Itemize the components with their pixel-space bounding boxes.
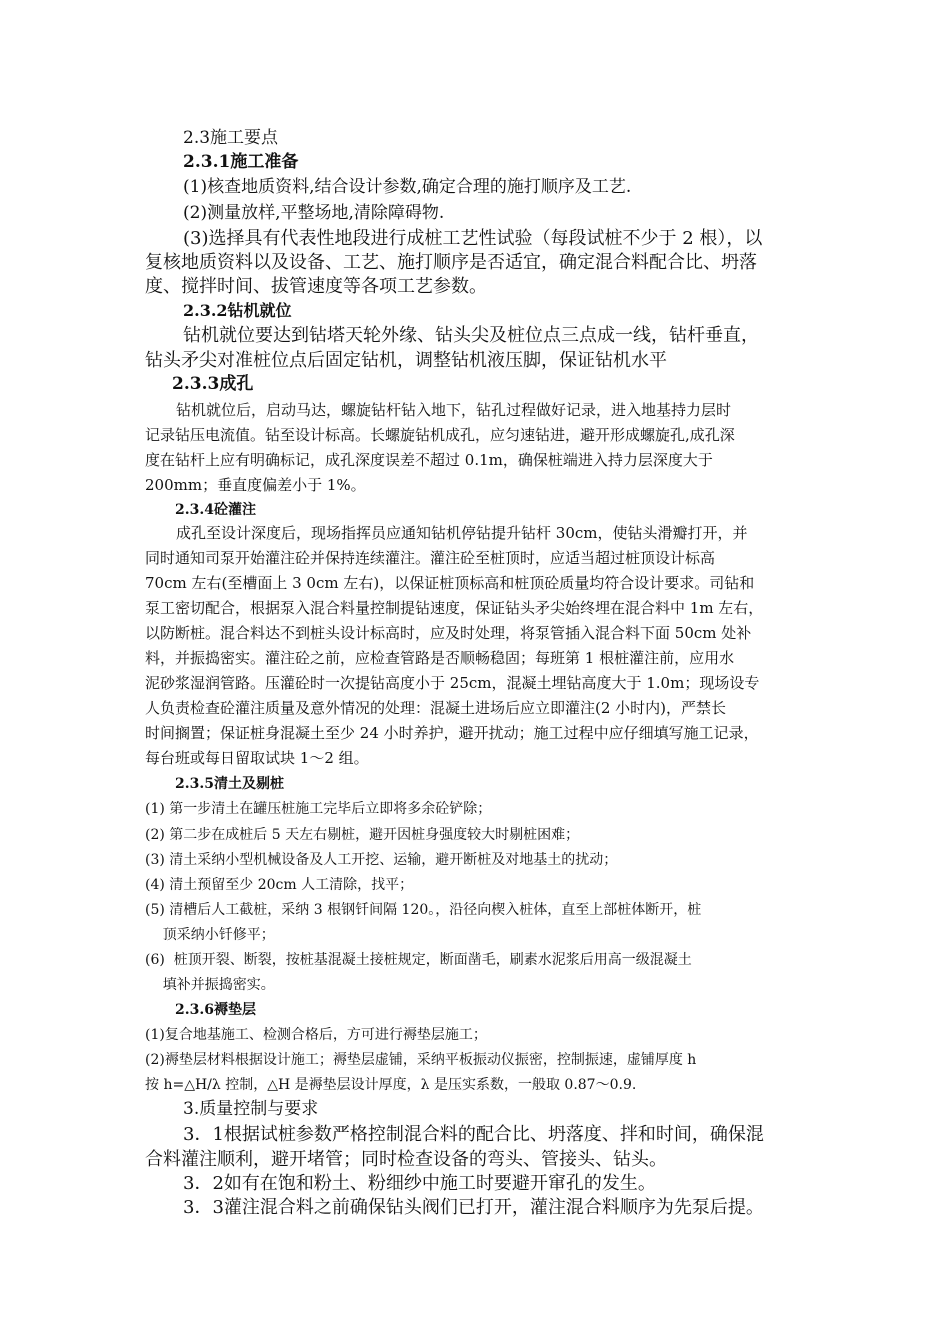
paragraph-line: (3)选择具有代表性地段进行成桩工艺性试验（每段试桩不少于 2 根），以: [183, 228, 763, 249]
list-item: 顶采纳小钎修平；: [145, 927, 275, 943]
paragraph-line: 钻机就位后，启动马达，螺旋钻杆钻入地下，钻孔过程做好记录，进入地基持力层时: [176, 401, 732, 419]
list-item: 按 h=△H/λ 控制，△H 是褥垫层设计厚度，λ 是压实系数，一般取 0.87～0.9.: [145, 1077, 637, 1093]
section-heading-2-3-1: 2.3.1施工准备: [183, 152, 299, 172]
paragraph-line: 合料灌注顺利，避开堵管；同时检查设备的弯头、管接头、钻头。: [145, 1149, 667, 1170]
section-heading-2-3-2: 2.3.2钻机就位: [183, 301, 292, 320]
section-heading-2-3-3: 2.3.3成孔: [172, 374, 254, 394]
paragraph-line: 泵工密切配合，根据泵入混合料量控制提钻速度，保证钻头矛尖始终埋在混合料中 1m 左右，: [145, 599, 764, 617]
section-heading-2-3-5: 2.3.5清土及剔桩: [175, 776, 284, 792]
paragraph-line: 人负责检查砼灌注质量及意外情况的处理：混凝土进场后应立即灌注(2 小时内)，严禁长: [145, 699, 727, 717]
paragraph-line: 3．3灌注混合料之前确保钻头阀们已打开，灌注混合料顺序为先泵后提。: [183, 1197, 764, 1218]
paragraph-line: 钻机就位要达到钻塔天轮外缘、钻头尖及桩位点三点成一线，钻杆垂直，: [183, 325, 759, 346]
paragraph-line: 以防断桩。混合料达不到桩头设计标高时，应及时处理，将泵管插入混合料下面 50cm 处补: [145, 624, 752, 642]
paragraph-line: 复核地质资料以及设备、工艺、施打顺序是否适宜，确定混合料配合比、坍落: [145, 252, 757, 273]
list-item: (1) 第一步清土在罐压桩施工完毕后立即将多余砼铲除；: [145, 801, 492, 817]
list-item: (1)复合地基施工、检测合格后，方可进行褥垫层施工；: [145, 1027, 487, 1043]
paragraph-line: (1)核查地质资料,结合设计参数,确定合理的施打顺序及工艺.: [183, 177, 632, 197]
list-item: (6) 桩顶开裂、断裂，按桩基混凝土接桩规定，断面凿毛，刷素水泥浆后用高一级混凝土: [145, 952, 692, 968]
paragraph-line: 同时通知司泵开始灌注砼并保持连续灌注。灌注砼至桩顶时，应适当超过桩顶设计标高: [145, 549, 716, 567]
list-item: (4) 清土预留至少 20cm 人工清除，找平；: [145, 877, 414, 893]
paragraph-line: 钻头矛尖对准桩位点后固定钻机，调整钻机液压脚，保证钻机水平: [145, 350, 667, 371]
paragraph-line: 度、搅拌时间、拔管速度等各项工艺参数。: [145, 276, 487, 297]
section-heading-2-3-6: 2.3.6褥垫层: [175, 1002, 256, 1018]
paragraph-line: 70cm 左右(至槽面上 3 0cm 左右)，以保证桩顶标高和桩顶砼质量均符合设计要求。司钻和: [145, 574, 755, 592]
paragraph-line: 3．1根据试桩参数严格控制混合料的配合比、坍落度、拌和时间，确保混: [183, 1124, 764, 1145]
list-item: 填补并振捣密实。: [145, 977, 275, 993]
paragraph-line: 度在钻杆上应有明确标记，成孔深度误差不超过 0.1m，确保桩端进入持力层深度大于: [145, 451, 713, 469]
section-heading-2-3-4: 2.3.4砼灌注: [175, 502, 256, 518]
list-item: (3) 清土采纳小型机械设备及人工开挖、运输，避开断桩及对地基土的扰动；: [145, 852, 618, 868]
paragraph-line: 每台班或每日留取试块 1～2 组。: [145, 749, 369, 767]
paragraph-line: 泥砂浆湿润管路。压灌砼时一次提钻高度小于 25cm，混凝土埋钻高度大于 1.0m；现场设专: [145, 674, 760, 692]
paragraph-line: 成孔至设计深度后，现场指挥员应通知钻机停钻提升钻杆 30cm，使钻头滑瓣打开，并: [176, 524, 748, 542]
paragraph-line: 记录钻压电流值。钻至设计标高。长螺旋钻机成孔，应匀速钻进，避开形成螺旋孔,成孔深: [145, 426, 735, 444]
section-heading-2-3: 2.3施工要点: [183, 128, 279, 148]
paragraph-line: 200mm；垂直度偏差小于 1%。: [145, 476, 366, 494]
paragraph-line: 时间搁置；保证桩身混凝土至少 24 小时养护，避开扰动；施工过程中应仔细填写施工记录，: [145, 724, 759, 742]
paragraph-line: (2)测量放样,平整场地,清除障碍物.: [183, 203, 445, 223]
list-item: (2) 第二步在成桩后 5 天左右剔桩，避开因桩身强度较大时剔桩困难；: [145, 827, 580, 843]
paragraph-line: 3．2如有在饱和粉土、粉细纱中施工时要避开窜孔的发生。: [183, 1173, 656, 1194]
list-item: (5) 清槽后人工截桩，采纳 3 根钢钎间隔 120。，沿径向楔入桩体，直至上部桩体断开，桩: [145, 902, 702, 918]
section-heading-3: 3.质量控制与要求: [183, 1099, 319, 1119]
paragraph-line: 料，并振捣密实。灌注砼之前，应检查管路是否顺畅稳固；每班第 1 根桩灌注前，应用水: [145, 649, 735, 667]
list-item: (2)褥垫层材料根据设计施工；褥垫层虚铺，采纳平板振动仪振密，控制振速，虚铺厚度 h: [145, 1052, 697, 1068]
